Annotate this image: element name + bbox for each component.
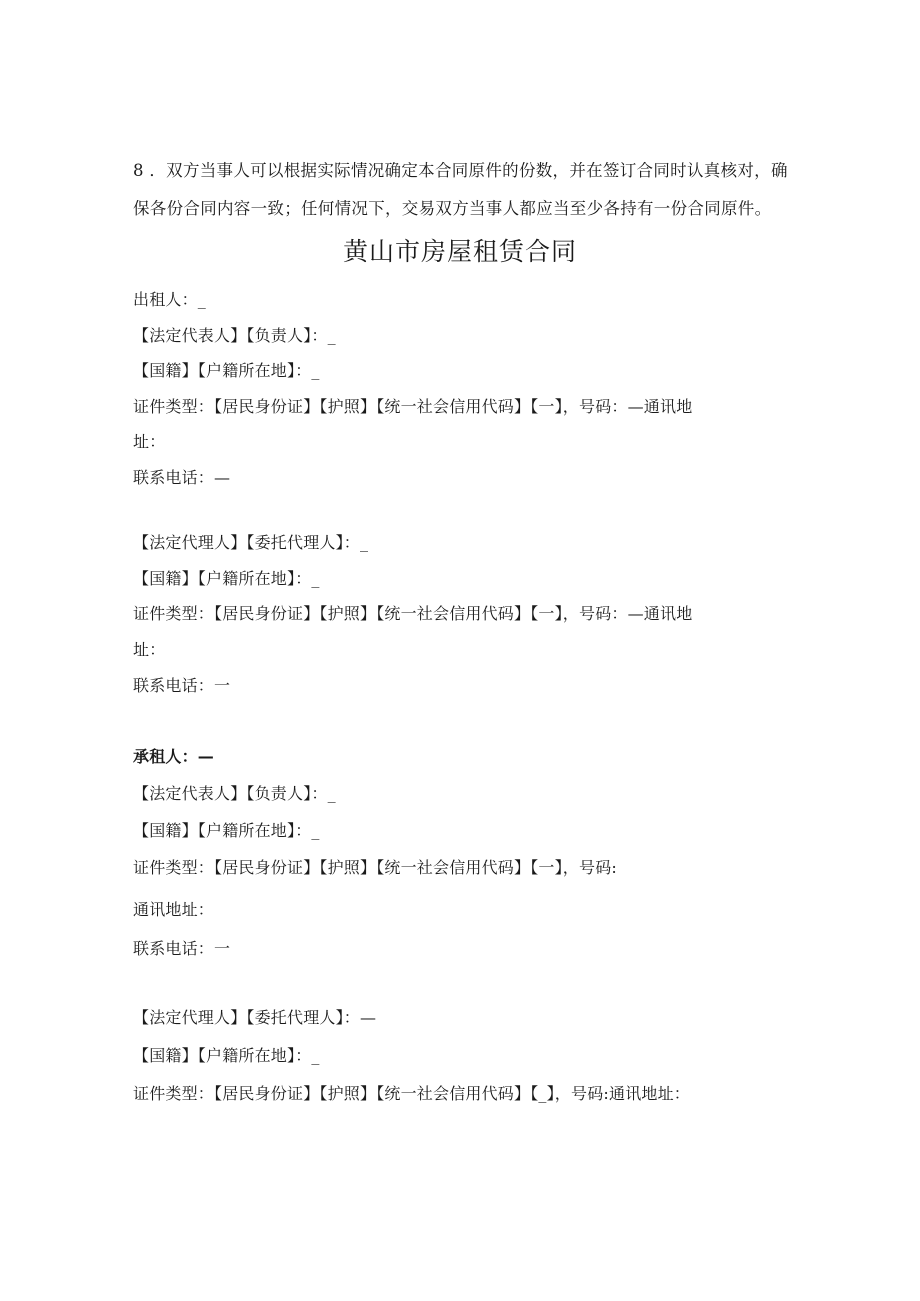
lessor-agent-address: 址：: [133, 640, 166, 659]
lessor-agent-phone: 联系电话：一: [133, 676, 231, 695]
lessee-address: 通讯地址：: [133, 900, 215, 919]
clause-8-line-2: 保各份合同内容一致；任何情况下，交易双方当事人都应当至少各持有一份合同原件。: [133, 199, 772, 218]
lessee-name: 承租人：—: [133, 747, 215, 766]
lessor-phone: 联系电话：—: [133, 468, 231, 487]
lessee-agent: 【法定代理人】【委托代理人】：—: [133, 1008, 377, 1027]
clause-8-line-1: 8 ．双方当事人可以根据实际情况确定本合同原件的份数，并在签订合同时认真核对，确: [133, 161, 788, 180]
lessee-id-type: 证件类型：【居民身份证】【护照】【统一社会信用代码】【一】，号码:: [133, 858, 617, 877]
lessor-agent-nationality: 【国籍】【户籍所在地】：_: [133, 569, 320, 588]
lessor-nationality: 【国籍】【户籍所在地】：_: [133, 361, 320, 380]
lessor-agent-id-type: 证件类型：【居民身份证】【护照】【统一社会信用代码】【一】，号码：—通讯地: [133, 604, 693, 623]
lessee-nationality: 【国籍】【户籍所在地】：_: [133, 821, 320, 840]
lessor-name: 出租人：_: [133, 290, 207, 309]
lessor-representative: 【法定代表人】【负责人】：_: [133, 326, 336, 345]
lessor-agent: 【法定代理人】【委托代理人】：_: [133, 533, 369, 552]
lessee-phone: 联系电话：一: [133, 939, 231, 958]
lessee-representative: 【法定代表人】【负责人】：_: [133, 784, 336, 803]
lessee-agent-id-type: 证件类型：【居民身份证】【护照】【统一社会信用代码】【_】，号码:通讯地址：: [133, 1084, 690, 1103]
lessee-agent-nationality: 【国籍】【户籍所在地】：_: [133, 1046, 320, 1065]
lessor-id-type: 证件类型：【居民身份证】【护照】【统一社会信用代码】【一】，号码：—通讯地: [133, 397, 693, 416]
document-title: 黄山市房屋租赁合同: [342, 237, 577, 266]
lessor-address: 址：: [133, 432, 166, 451]
